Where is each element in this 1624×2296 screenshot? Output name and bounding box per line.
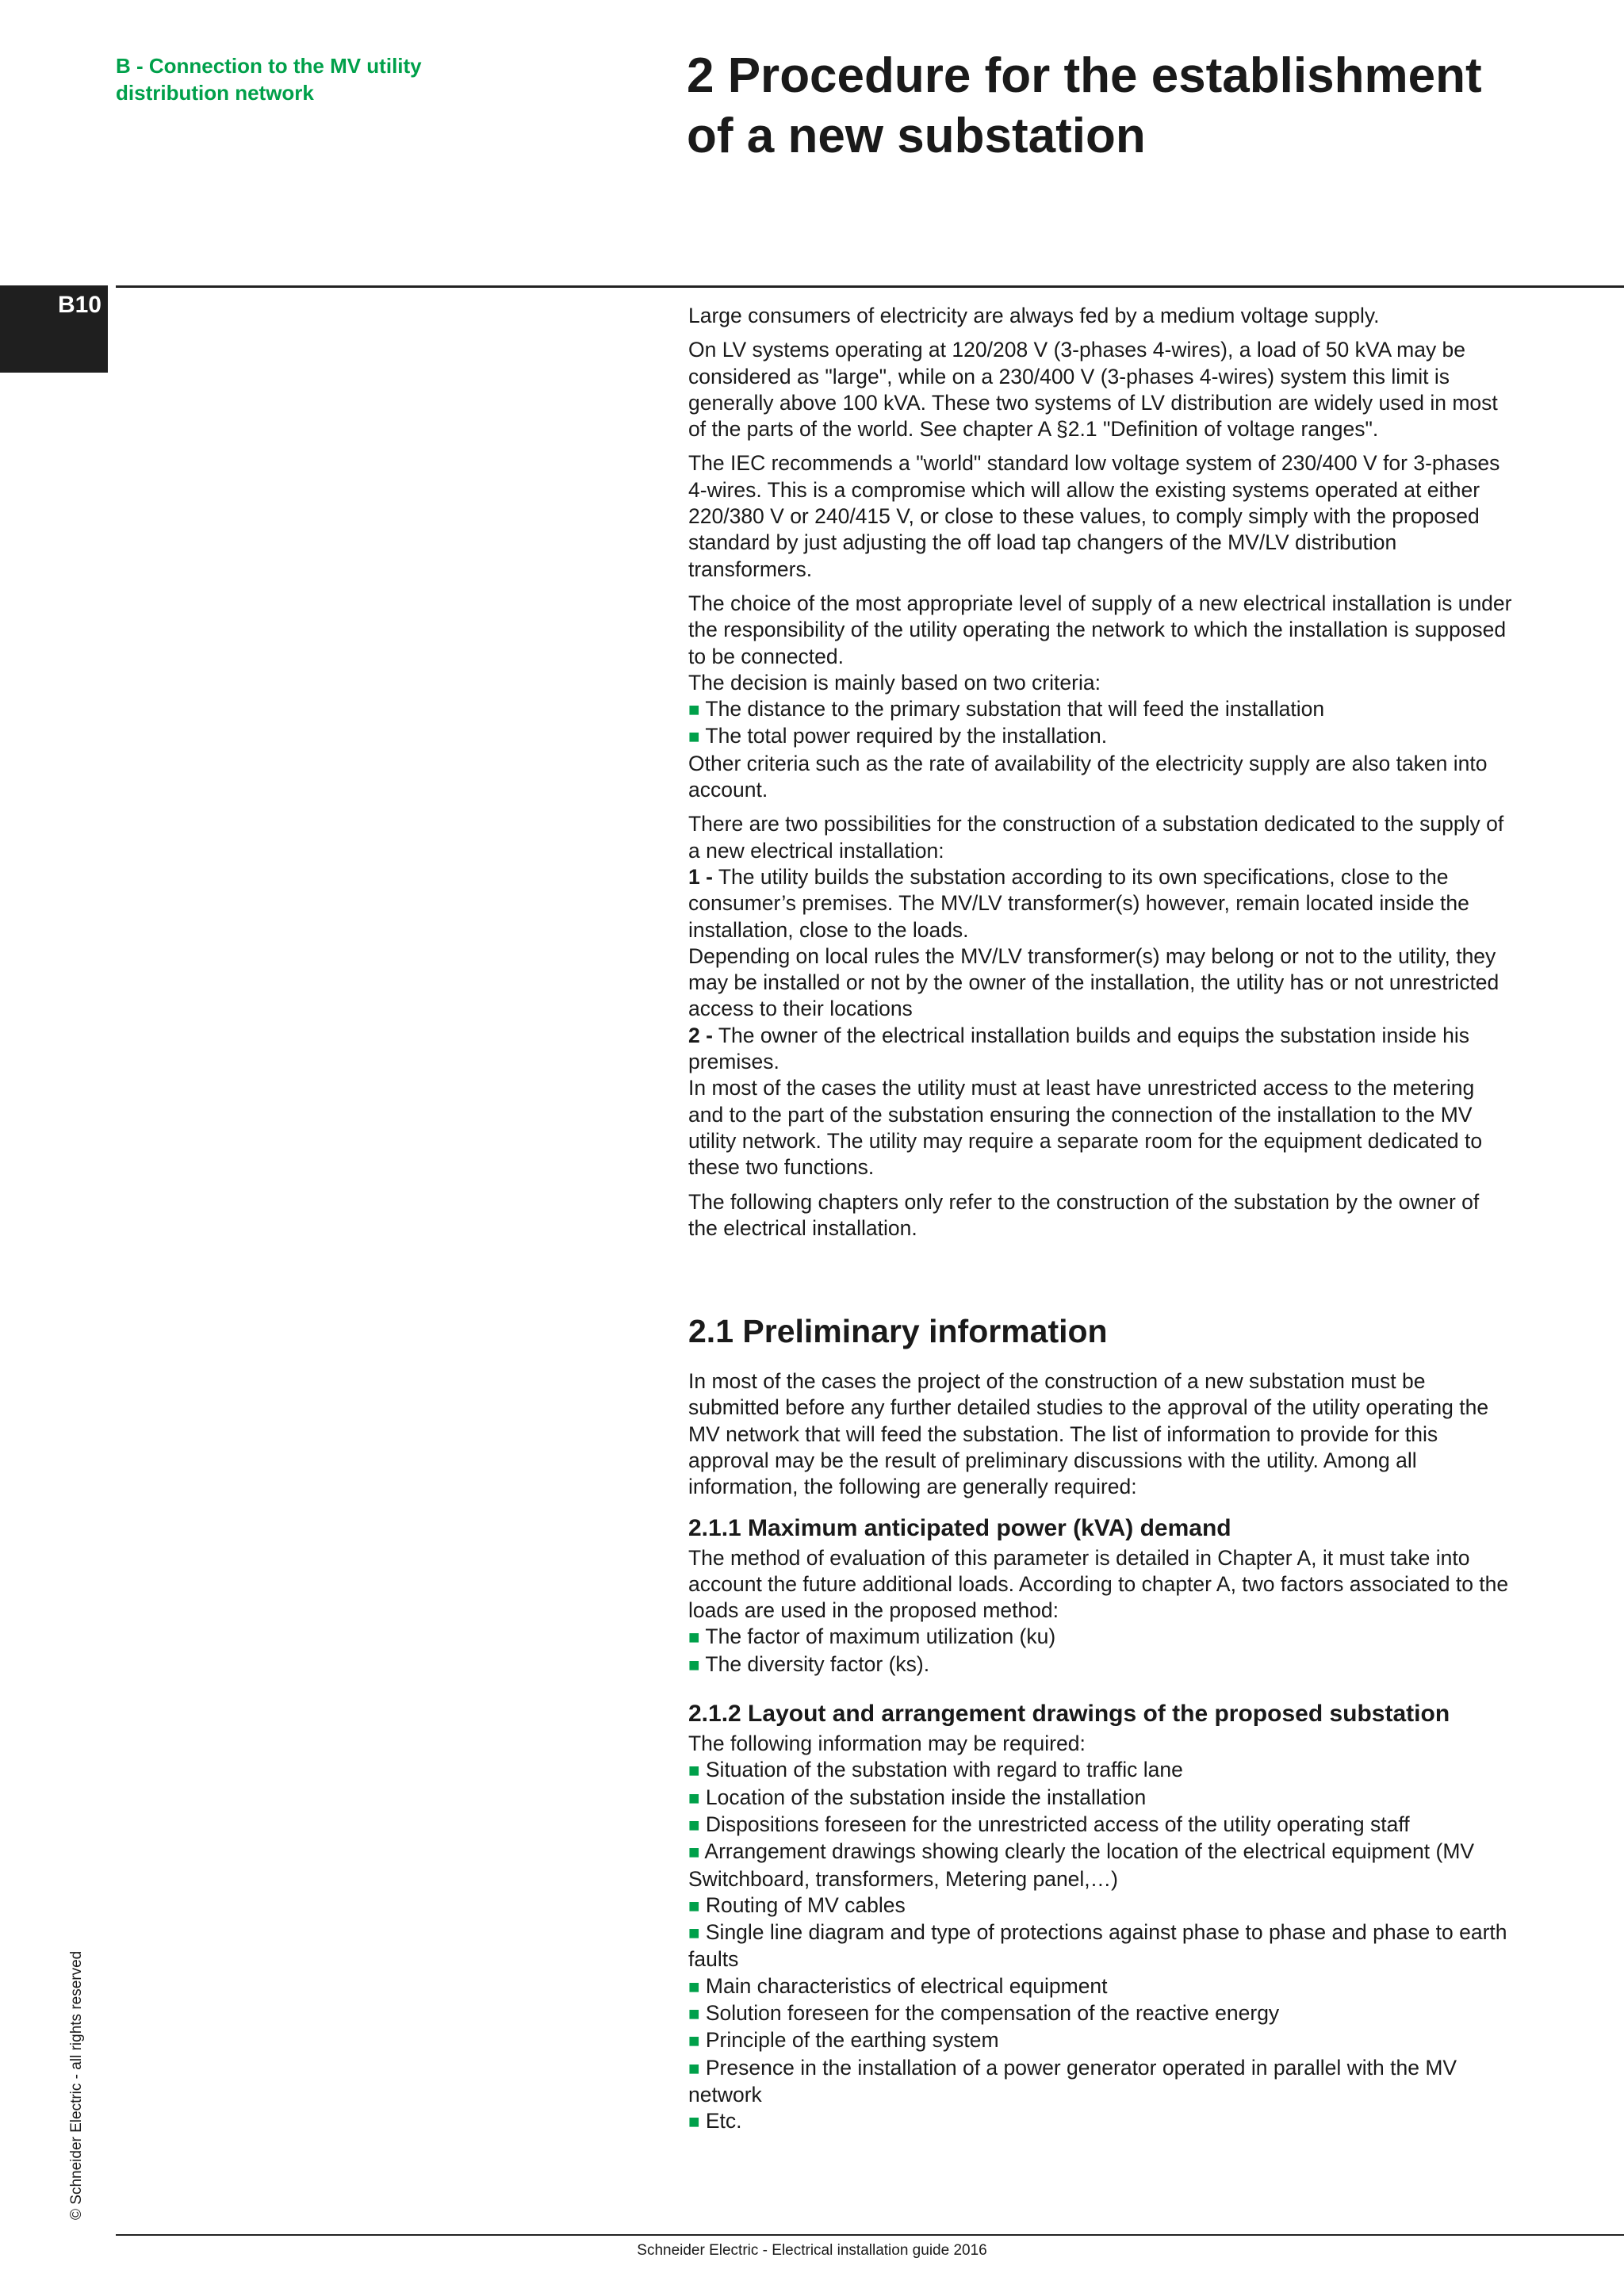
option-2 — [688, 1023, 1513, 1076]
paragraph: The following chapters only refer to the construction of the substation by the owner of the electrical installation. — [688, 1189, 1480, 1240]
bullet-icon: ■ — [688, 1814, 700, 1836]
paragraph: The following information may be required: — [688, 1732, 1086, 1756]
paragraph: Other criteria such as the rate of availability of the electricity supply are also taken into account. — [688, 751, 1488, 802]
copyright-notice: © Schneider Electric - all rights reserved — [68, 1950, 85, 2220]
list-item — [688, 723, 1513, 750]
header-divider — [116, 285, 1624, 288]
list-item-text: Solution foreseen for the compensation of the reactive energy — [705, 2001, 1280, 2026]
list-item-text: Dispositions foreseen for the unrestricted access of the utility operating staff — [705, 1812, 1410, 1836]
paragraph: In most of the cases the project of the construction of a new substation must be submitted before any further detailed studies to the approval of the utility operating the MV network that will feed the substation. The list of information to provide for this approval may be the result of preliminary discussions with the utility. Among all information, the following are generally required: — [688, 1369, 1489, 1499]
list-item-text: Location of the substation inside the installation — [705, 1785, 1147, 1809]
list-item-text: The total power required by the installation. — [705, 724, 1108, 748]
bullet-icon: ■ — [688, 1787, 700, 1809]
bullet-icon: ■ — [688, 2057, 700, 2080]
list-item-text: The distance to the primary substation that will feed the installation — [705, 697, 1325, 721]
bullet-icon: ■ — [688, 2030, 700, 2053]
list-item — [688, 1651, 1513, 1678]
list-item — [688, 1919, 1513, 1973]
paragraph: The decision is mainly based on two criteria: — [688, 670, 1101, 695]
bullet-icon: ■ — [688, 1895, 700, 1917]
paragraph: Depending on local rules the MV/LV transformer(s) may belong or not to the utility, they may be installed or not by the owner of the installation, the utility has or not unrestricted access to their locations — [688, 943, 1500, 1021]
bullet-icon: ■ — [688, 1627, 700, 1649]
option-number: 2 - — [688, 1023, 713, 1047]
list-item — [688, 1757, 1513, 1784]
list-item — [688, 2055, 1513, 2109]
option-text: The owner of the electrical installation builds and equips the substation inside his premises. — [688, 1023, 1470, 1074]
list-item — [688, 1839, 1513, 1892]
option-1 — [688, 864, 1513, 943]
option-text: The utility builds the substation according to its own specifications, close to the consumer’s premises. The MV/LV transformer(s) however, remain located inside the installation, close to the loads. — [688, 864, 1469, 942]
bullet-icon: ■ — [688, 1923, 700, 1945]
list-item — [688, 1785, 1513, 1812]
paragraph: On LV systems operating at 120/208 V (3-phases 4-wires), a load of 50 kVA may be considered as "large", while on a 230/400 V (3-phases 4-wires) system this limit is generally above 100 kVA. These two systems of LV distribution are widely used in most of the parts of the world. See chapter A §2.1 "Definition of voltage ranges". — [688, 338, 1498, 442]
bullet-icon: ■ — [688, 2111, 700, 2133]
page-footer: Schneider Electric - Electrical installation guide 2016 — [637, 2242, 987, 2259]
main-content — [688, 303, 1513, 2136]
subsection-heading: 2.1.2 Layout and arrangement drawings of the proposed substation — [688, 1701, 1450, 1728]
bullet-icon: ■ — [688, 1976, 700, 1998]
list-item — [688, 2108, 1513, 2135]
list-item — [688, 696, 1513, 723]
paragraph: The choice of the most appropriate level of supply of a new electrical installation is under the responsibility of the utility operating the network to which the installation is supposed to be connected. — [688, 591, 1512, 668]
paragraph: Large consumers of electricity are always fed by a medium voltage supply. — [688, 304, 1380, 327]
list-item-text: Routing of MV cables — [705, 1892, 906, 1917]
list-item-text: Main characteristics of electrical equipment — [705, 1973, 1108, 1998]
chapter-label-line1: B - Connection to the MV utility — [116, 54, 422, 78]
paragraph: In most of the cases the utility must at least have unrestricted access to the metering and to the part of the substation ensuring the connection of the installation to the MV utility network. The utility may require a separate room for the equipment dedicated to these two functions. — [688, 1076, 1483, 1180]
paragraph: There are two possibilities for the construction of a substation dedicated to the supply of a new electrical installation: — [688, 812, 1504, 863]
list-item-text: The factor of maximum utilization (ku) — [705, 1624, 1056, 1649]
page-number-tab — [0, 285, 108, 373]
bullet-icon: ■ — [688, 1842, 700, 1864]
list-item — [688, 2027, 1513, 2054]
list-item-text: Arrangement drawings showing clearly the location of the electrical equipment (MV Switchboard, transformers, Metering panel,…) — [688, 1839, 1475, 1891]
list-item — [688, 1892, 1513, 1919]
list-item-text: Principle of the earthing system — [705, 2028, 999, 2053]
list-item — [688, 1624, 1513, 1651]
list-item-text: Presence in the installation of a power generator operated in parallel with the MV network — [688, 2055, 1457, 2107]
bullet-icon: ■ — [688, 1760, 700, 1782]
page-title-line2: of a new substation — [687, 109, 1146, 163]
paragraph: The method of evaluation of this parameter is detailed in Chapter A, it must take into account the future additional loads. According to chapter A, two factors associated to the loads are used in the proposed method: — [688, 1545, 1509, 1623]
list-item — [688, 1812, 1513, 1839]
chapter-label-line2: distribution network — [116, 81, 314, 105]
list-item — [688, 2000, 1513, 2027]
page-title — [687, 46, 1583, 166]
bullet-icon: ■ — [688, 699, 700, 721]
page-number: B10 — [57, 292, 102, 318]
option-number: 1 - — [688, 864, 713, 889]
bullet-icon: ■ — [688, 726, 700, 748]
bullet-icon: ■ — [688, 1654, 700, 1676]
list-item-text: The diversity factor (ks). — [705, 1651, 930, 1676]
chapter-label — [116, 52, 481, 106]
subsection-heading: 2.1.1 Maximum anticipated power (kVA) demand — [688, 1514, 1231, 1541]
page-title-line1: 2 Procedure for the establishment — [687, 48, 1482, 103]
list-item-text: Situation of the substation with regard to traffic lane — [705, 1758, 1183, 1782]
list-item-text: Etc. — [705, 2109, 742, 2133]
section-heading: 2.1 Preliminary information — [688, 1313, 1108, 1350]
list-item-text: Single line diagram and type of protections against phase to phase and phase to earth faults — [688, 1920, 1507, 1972]
footer-divider — [116, 2234, 1624, 2236]
paragraph: The IEC recommends a "world" standard low voltage system of 230/400 V for 3-phases 4-wires. This is a compromise which will allow the existing systems operated at either 220/380 V or 240/415 V, or close to these values, to comply simply with the proposed standard by just adjusting the off load tap changers of the MV/LV distribution transformers. — [688, 451, 1500, 581]
list-item — [688, 1973, 1513, 2000]
bullet-icon: ■ — [688, 2003, 700, 2026]
